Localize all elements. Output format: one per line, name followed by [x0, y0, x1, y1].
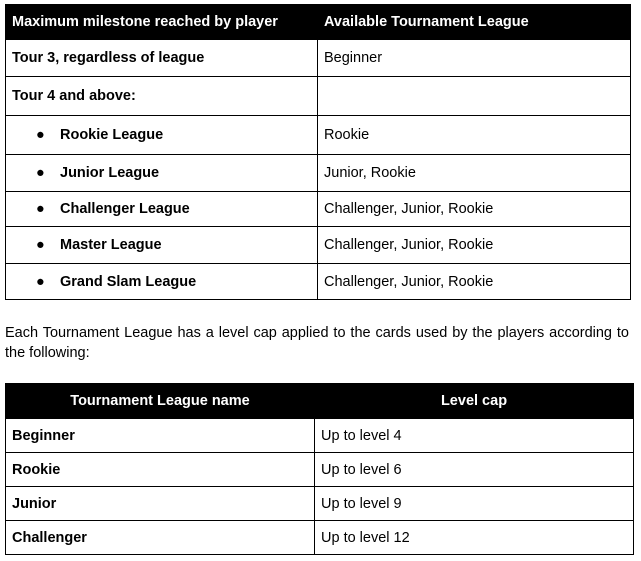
table-row — [6, 453, 634, 487]
milestone-label: Grand Slam League — [60, 273, 197, 290]
table-row — [6, 155, 631, 192]
table-row — [6, 264, 631, 300]
milestone-cell — [6, 264, 318, 300]
bullet-icon: ● — [36, 165, 45, 181]
level-cap-cell: Up to level 6 — [315, 453, 634, 487]
milestone-table — [5, 4, 631, 300]
bullet-icon: ● — [36, 273, 45, 290]
table-header-row — [6, 5, 631, 40]
league-name-cell: Rookie — [6, 453, 315, 487]
league-name-cell: Beginner — [6, 419, 315, 453]
league-cell: Challenger, Junior, Rookie — [318, 192, 631, 227]
table-row — [6, 192, 631, 227]
milestone-cell — [6, 227, 318, 264]
table-row — [6, 227, 631, 264]
table-header-row — [6, 384, 634, 419]
level-cap-cell: Up to level 9 — [315, 487, 634, 521]
column-header: Maximum milestone reached by player — [6, 5, 318, 40]
column-header: Level cap — [315, 384, 634, 419]
milestone-label: Junior League — [60, 165, 160, 181]
table-row — [6, 419, 634, 453]
league-cell: Challenger, Junior, Rookie — [318, 264, 631, 300]
table-row — [6, 40, 631, 77]
level-cap-cell: Up to level 4 — [315, 419, 634, 453]
column-header: Available Tournament League — [318, 5, 631, 40]
league-cell: Junior, Rookie — [318, 155, 631, 192]
milestone-cell: Tour 3, regardless of league — [6, 40, 318, 77]
bullet-icon: ● — [36, 201, 45, 217]
league-cell — [318, 77, 631, 116]
milestone-cell — [6, 155, 318, 192]
level-cap-table — [5, 383, 634, 555]
table-row — [6, 487, 634, 521]
bullet-icon: ● — [36, 237, 45, 253]
milestone-cell — [6, 116, 318, 155]
column-header: Tournament League name — [6, 384, 315, 419]
league-cell: Challenger, Junior, Rookie — [318, 227, 631, 264]
milestone-label: Challenger League — [60, 201, 190, 217]
bullet-icon: ● — [36, 127, 45, 143]
league-name-cell: Challenger — [6, 521, 315, 555]
milestone-cell: Tour 4 and above: — [6, 77, 318, 116]
table-row — [6, 521, 634, 555]
milestone-label: Master League — [60, 237, 162, 253]
league-name-cell: Junior — [6, 487, 315, 521]
milestone-label: Rookie League — [60, 127, 164, 143]
milestone-cell — [6, 192, 318, 227]
level-cap-cell: Up to level 12 — [315, 521, 634, 555]
table-row — [6, 77, 631, 116]
league-cell: Rookie — [318, 116, 631, 155]
table-row — [6, 116, 631, 155]
league-cell: Beginner — [318, 40, 631, 77]
description-paragraph: Each Tournament League has a level cap applied to the cards used by the players according to the following: — [5, 325, 629, 361]
